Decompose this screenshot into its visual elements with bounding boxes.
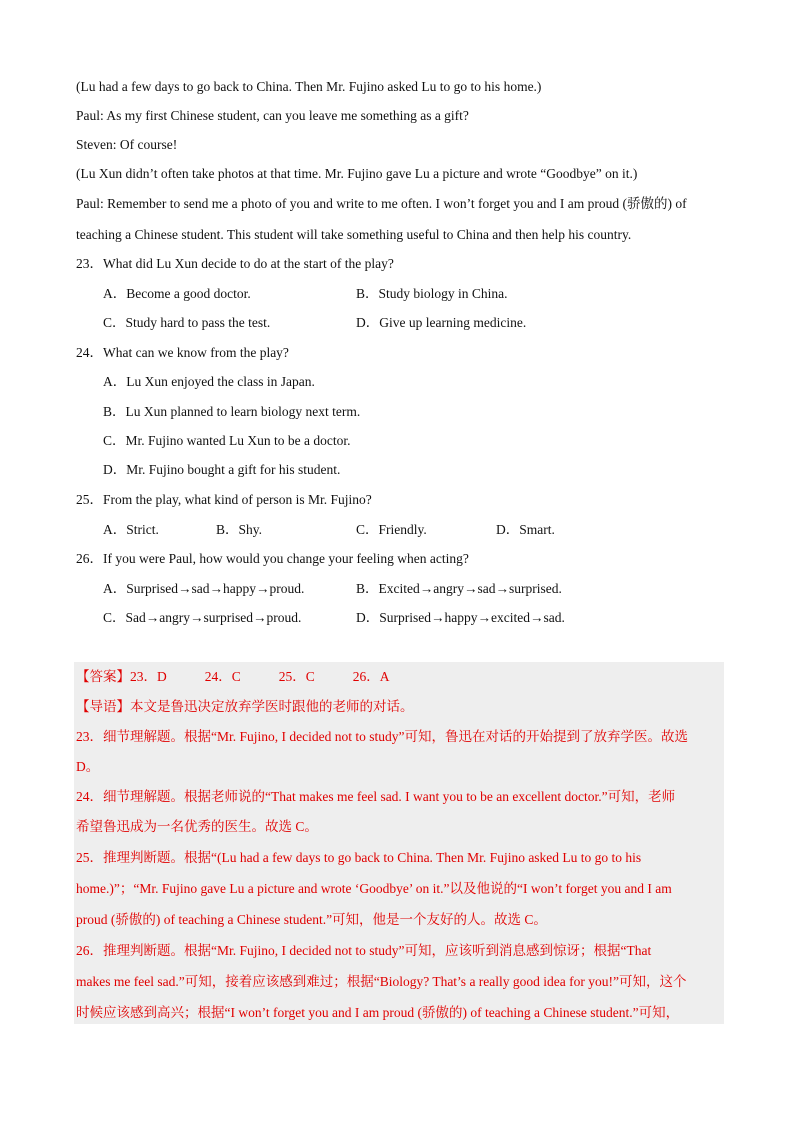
answer-item: 23．D <box>130 669 167 684</box>
answer-item: 26．A <box>352 669 390 684</box>
answer-box <box>74 662 724 1024</box>
option-a: A．Strict. <box>103 522 159 537</box>
option-d: D．Give up learning medicine. <box>356 315 527 330</box>
explanation-line: 24．细节理解题。根据老师说的“That makes me feel sad. I want you to be an excellent doctor.”可知，老师 <box>76 789 676 804</box>
explanation-line: 希望鲁迅成为一名优秀的医生。故选 C。 <box>76 819 318 834</box>
answer-item: 24．C <box>204 669 241 684</box>
play-line: Paul: Remember to send me a photo of you and write to me often. I won’t forget you and I am proud (骄傲的) of <box>76 196 687 211</box>
explanation-line: D。 <box>76 759 100 774</box>
explanation-line: 25．推理判断题。根据“(Lu had a few days to go back to China. Then Mr. Fujino asked Lu to go to his <box>76 850 642 865</box>
answer-line <box>76 668 390 686</box>
option-a: A．Surprised→sad→happy→proud. <box>103 581 305 596</box>
option-b: B．Shy. <box>216 522 263 537</box>
play-line: Paul: As my first Chinese student, can you leave me something as a gift? <box>76 108 469 123</box>
play-line: (Lu Xun didn’t often take photos at that time. Mr. Fujino gave Lu a picture and wrote “Goodbye” on it.) <box>76 166 638 181</box>
option-c: C．Friendly. <box>356 522 427 537</box>
option-b: B．Lu Xun planned to learn biology next term. <box>103 404 361 419</box>
explanation-line: home.)”；“Mr. Fujino gave Lu a picture and wrote ‘Goodbye’ on it.”以及他说的“I won’t forget you and I am <box>76 881 672 896</box>
option-d: D．Smart. <box>496 522 555 537</box>
question-stem: 24．What can we know from the play? <box>76 345 289 360</box>
option-c: C．Study hard to pass the test. <box>103 315 271 330</box>
option-d: D．Mr. Fujino bought a gift for his student. <box>103 462 341 477</box>
play-line: Steven: Of course! <box>76 137 178 152</box>
answer-label: 【答案】 <box>76 669 130 684</box>
play-line: teaching a Chinese student. This student will take something useful to China and then help his country. <box>76 227 632 242</box>
option-a: A．Lu Xun enjoyed the class in Japan. <box>103 374 315 389</box>
explanation-line: proud (骄傲的) of teaching a Chinese student.”可知，他是一个友好的人。故选 C。 <box>76 912 547 927</box>
guide-line <box>76 698 414 716</box>
option-d: D．Surprised→happy→excited→sad. <box>356 610 565 625</box>
guide-text: 本文是鲁迅决定放弃学医时跟他的老师的对话。 <box>130 699 414 714</box>
option-c: C．Sad→angry→surprised→proud. <box>103 610 302 625</box>
explanation-line: 26．推理判断题。根据“Mr. Fujino, I decided not to study”可知，应该听到消息感到惊讶；根据“That <box>76 943 652 958</box>
option-b: B．Study biology in China. <box>356 286 508 301</box>
explanation-line: 时候应该感到高兴；根据“I won’t forget you and I am proud (骄傲的) of teaching a Chinese student.”可知， <box>76 1005 680 1020</box>
option-c: C．Mr. Fujino wanted Lu Xun to be a doctor. <box>103 433 351 448</box>
question-stem: 26．If you were Paul, how would you change your feeling when acting? <box>76 551 469 566</box>
answer-item: 25．C <box>278 669 315 684</box>
question-stem: 23．What did Lu Xun decide to do at the start of the play? <box>76 256 394 271</box>
explanation-line: 23．细节理解题。根据“Mr. Fujino, I decided not to study”可知，鲁迅在对话的开始提到了放弃学医。故选 <box>76 729 688 744</box>
question-stem: 25．From the play, what kind of person is Mr. Fujino? <box>76 492 372 507</box>
guide-label: 【导语】 <box>76 699 130 714</box>
play-line: (Lu had a few days to go back to China. Then Mr. Fujino asked Lu to go to his home.) <box>76 79 542 94</box>
option-a: A．Become a good doctor. <box>103 286 251 301</box>
explanation-line: makes me feel sad.”可知，接着应该感到难过；根据“Biology? That’s a really good idea for you!”可知，这个 <box>76 974 687 989</box>
option-b: B．Excited→angry→sad→surprised. <box>356 581 562 596</box>
